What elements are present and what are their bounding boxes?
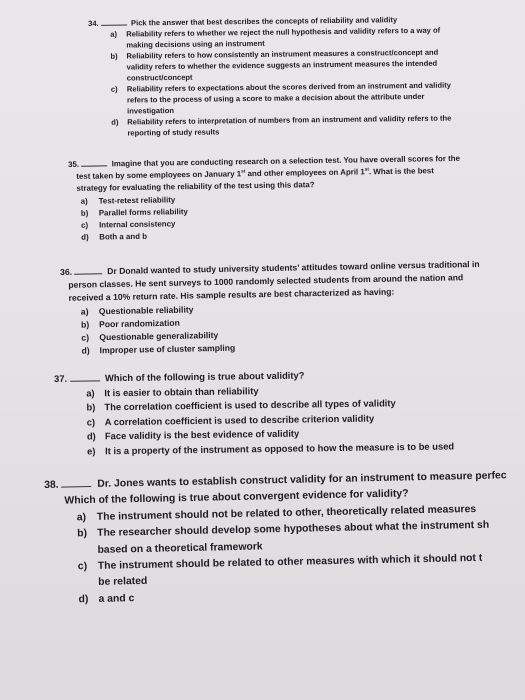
question-text: Imagine that you are conducting research on a selection test. You have overall scores for the — [111, 153, 461, 169]
question-number: 36. — [60, 266, 73, 277]
answer-blank[interactable] — [70, 380, 100, 381]
option-letter: a) — [76, 511, 87, 524]
option-letter: c) — [77, 561, 88, 573]
option-text: Reliability refers to interpretation of numbers from an instrument and validity refers to the — [127, 113, 452, 127]
option-text: construct/concept — [126, 72, 193, 83]
question-text: Which of the following is true about convergent evidence for validity? — [64, 488, 409, 507]
option-text: Questionable generalizability — [99, 329, 219, 343]
question-text: received a 10% return rate. His sample results are best characterized as having: — [68, 286, 395, 304]
option-letter: d) — [81, 345, 90, 356]
option-letter: a) — [80, 196, 88, 206]
option-letter: b) — [77, 528, 88, 540]
option-letter: a) — [110, 29, 118, 39]
question-text: test taken by some employees on January 1 — [76, 169, 242, 182]
option-text: validity refers to whether the evidence suggests an instrument measures the intended — [126, 58, 438, 72]
option-letter: c) — [80, 220, 89, 230]
option-text: Reliability refers to how consistently an instrument measures a construct/concept and — [126, 47, 439, 61]
question-text: Pick the answer that best describes the concepts of reliability and validity — [130, 15, 398, 28]
question-text: Dr. Jones wants to establish construct validity for an instrument to measure perfec — [97, 470, 507, 490]
option-text: making decisions using an instrument — [126, 38, 265, 50]
ordinal-suffix: st — [241, 169, 246, 175]
ordinal-suffix: st — [364, 167, 370, 173]
question-34 — [88, 13, 519, 139]
option-letter: c) — [110, 84, 118, 94]
option-text: The instrument should not be related to other, theoretically related measures — [96, 503, 477, 523]
option-text: The instrument should be related to other measures with which it should not t — [97, 552, 483, 572]
option-text: Both a and b — [99, 231, 148, 242]
option-text: A correlation coefficient is used to describe criterion validity — [104, 412, 375, 428]
question-38 — [44, 468, 525, 609]
question-number: 35. — [68, 159, 80, 169]
option-letter: d) — [78, 593, 89, 606]
option-text: based on a theoretical framework — [97, 541, 263, 556]
option-letter: b) — [86, 401, 96, 413]
option-text: Parallel forms reliability — [98, 206, 188, 218]
option-letter: e) — [87, 445, 96, 457]
option-text: Reliability refers to expectations about the scores derived from an instrument and validity — [126, 80, 451, 94]
option-letter: a) — [80, 306, 89, 317]
option-text: It is a property of the instrument as opposed to how the measure is to be used — [105, 440, 455, 457]
question-number: 37. — [54, 372, 68, 384]
option-letter: d) — [86, 430, 96, 442]
option-letter: b) — [80, 208, 89, 218]
option-letter: b) — [110, 51, 118, 61]
option-letter: d) — [81, 232, 89, 243]
option-text: Reliability refers to whether we reject the null hypothesis and validity refers to a way of — [126, 25, 441, 39]
question-text: and other employees on April 1 — [245, 167, 365, 179]
answer-blank[interactable] — [81, 165, 107, 166]
option-text: It is easier to obtain than reliability — [104, 384, 259, 398]
question-text: strategy for evaluating the reliability of the test using this data? — [76, 180, 315, 194]
option-text: reporting of study results — [127, 127, 220, 138]
option-text: Internal consistency — [98, 219, 176, 230]
question-text: person classes. He sent surveys to 1000 randomly selected students from around the nation and — [68, 272, 464, 291]
question-36 — [60, 257, 525, 358]
option-text: The researcher should develop some hypotheses about what the instrument sh — [97, 519, 490, 540]
question-37 — [54, 365, 525, 459]
option-text: be related — [98, 576, 148, 589]
option-text: a and c — [98, 592, 135, 605]
question-text: Which of the following is true about validity? — [104, 369, 305, 384]
option-text: Test-retest reliability — [98, 194, 176, 206]
question-number: 38. — [44, 479, 59, 491]
option-text: Poor randomization — [99, 317, 180, 330]
answer-blank[interactable] — [74, 273, 102, 275]
option-text: investigation — [127, 105, 175, 116]
answer-blank[interactable] — [62, 486, 92, 488]
question-number: 34. — [88, 18, 99, 28]
question-text: . What is the best — [368, 166, 434, 177]
option-text: Questionable reliability — [98, 304, 194, 316]
option-letter: c) — [86, 416, 96, 428]
question-text: Dr Donald wanted to study university students’ attitudes toward online versus traditional in — [107, 258, 480, 277]
answer-blank[interactable] — [101, 25, 127, 26]
option-text: refers to the process of using a score to make a decision about the attribute under — [126, 91, 425, 105]
question-35 — [68, 152, 519, 244]
option-text: Improper use of cluster sampling — [99, 342, 236, 356]
option-text: Face validity is the best evidence of validity — [104, 427, 300, 442]
option-letter: d) — [111, 117, 119, 127]
option-text: The correlation coefficient is used to describe all types of validity — [104, 397, 396, 413]
option-letter: b) — [81, 319, 90, 330]
option-letter: a) — [86, 387, 95, 399]
option-letter: c) — [81, 332, 90, 343]
